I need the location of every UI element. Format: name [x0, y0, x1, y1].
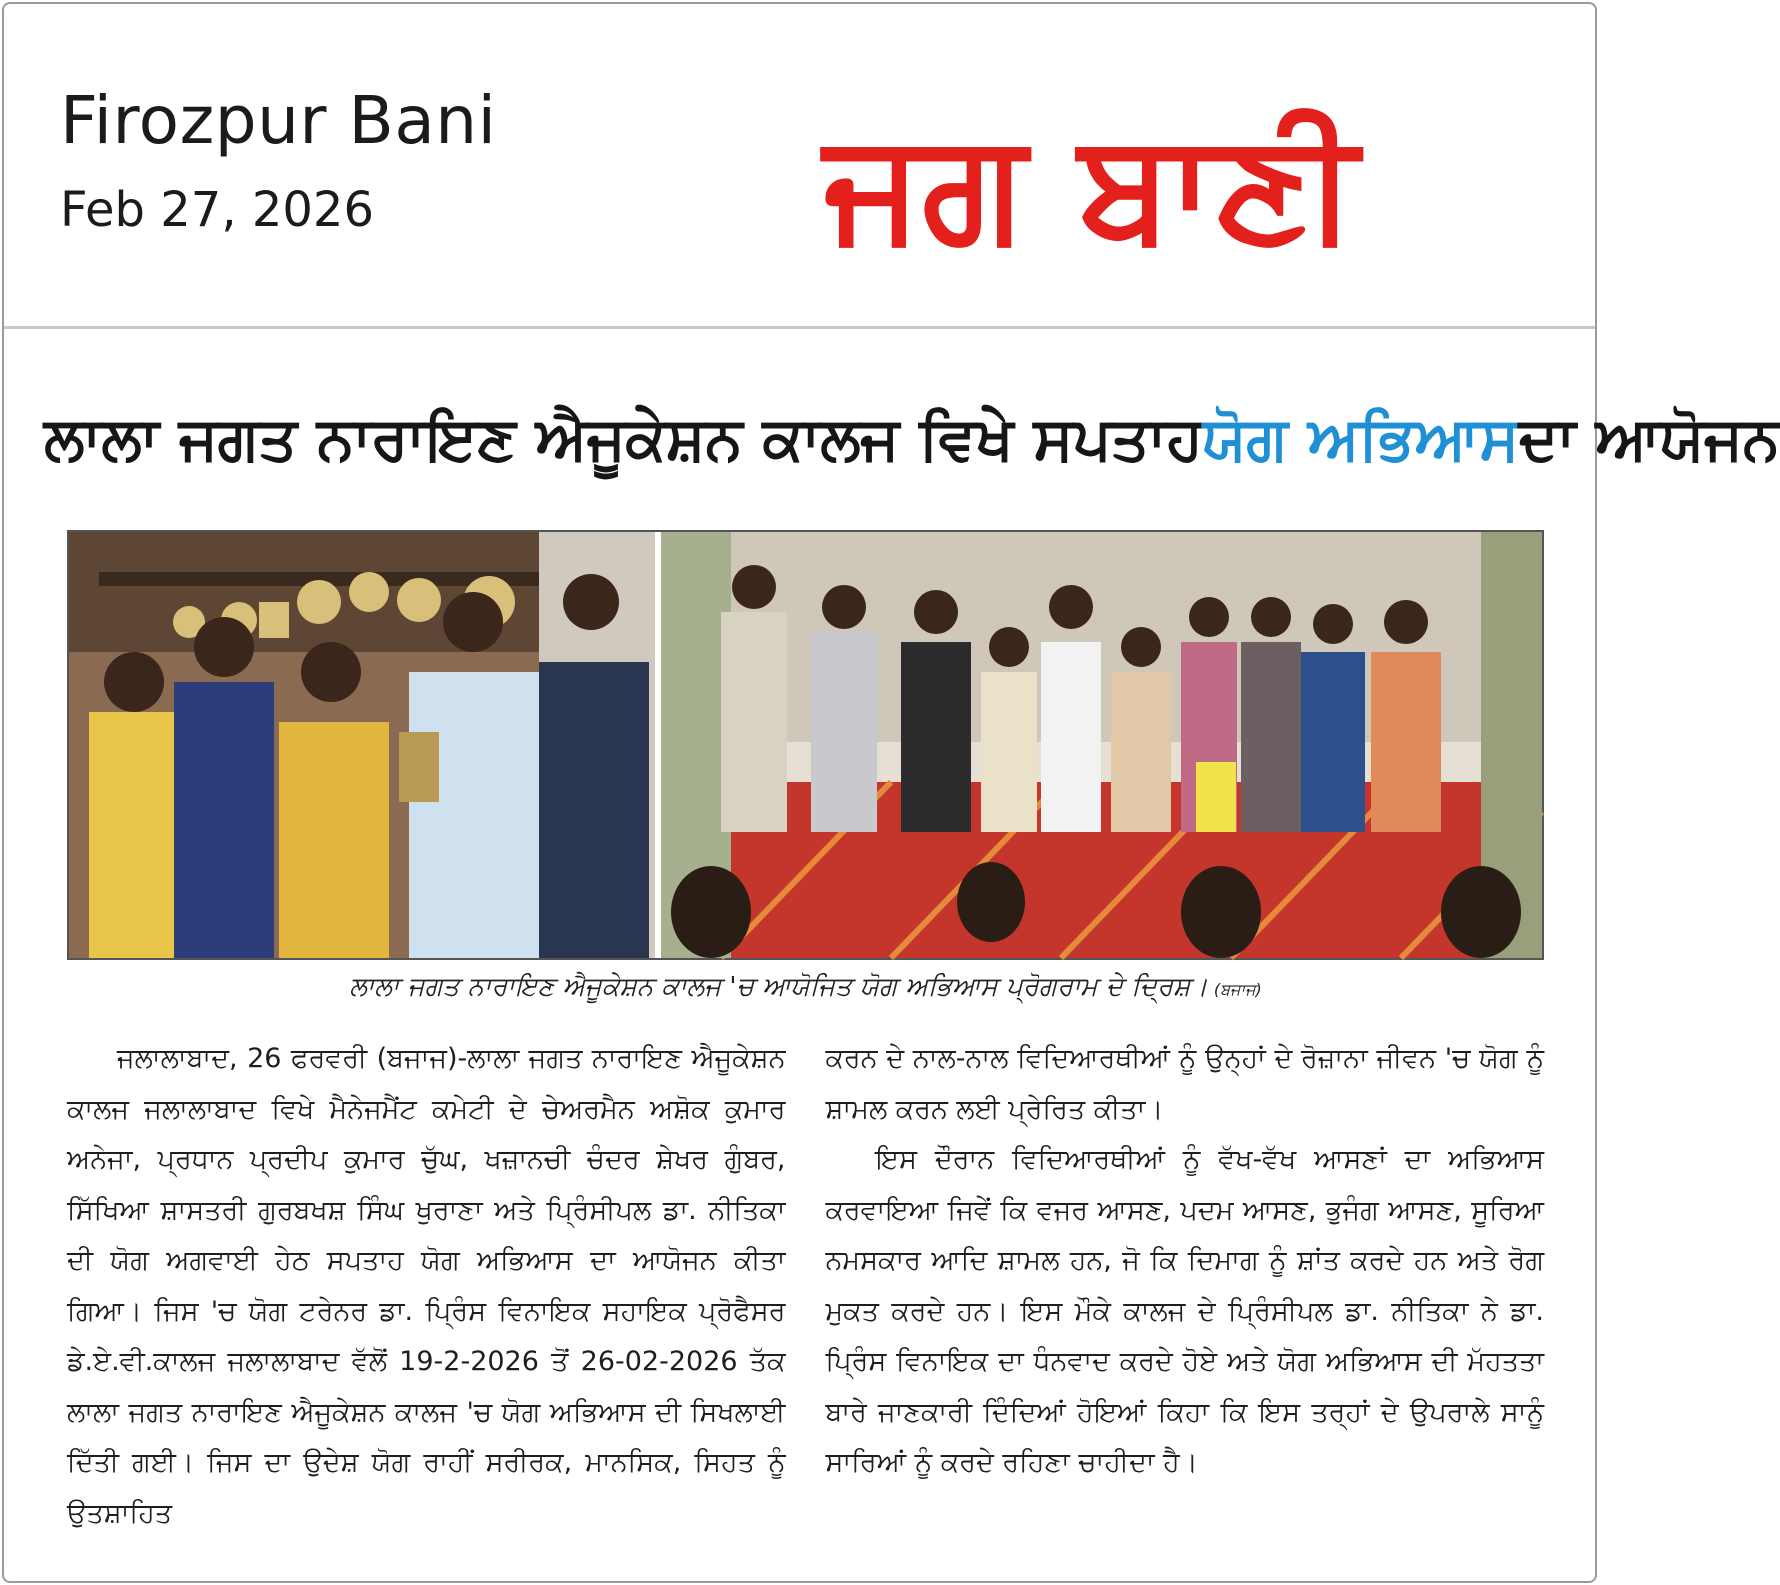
award-presentation-photo [69, 532, 655, 958]
masthead-logo-icon [824, 96, 1524, 274]
source-name: Firozpur Bani [60, 82, 497, 159]
caption-credit: (ਬਜਾਜ) [1213, 980, 1262, 999]
column-2-paragraph-2: ਇਸ ਦੌਰਾਨ ਵਿਦਿਆਰਥੀਆਂ ਨੂੰ ਵੱਖ-ਵੱਖ ਆਸਣਾਂ ਦਾ ਅਭਿਆਸ ਕਰਵਾਇਆ ਜਿਵੇਂ ਕਿ ਵਜਰ ਆਸਣ, ਪਦਮ ਆਸਣ, ਭੁਜੰਗ ਆਸਣ, ਸੂਰਿਆ ਨਮਸਕਾਰ ਆਦਿ ਸ਼ਾਮਲ ਹਨ, ਜੋ ਕਿ ਦਿਮਾਗ ਨੂੰ ਸ਼ਾਂਤ ਕਰਦੇ ਹਨ ਅਤੇ ਰੋਗ ਮੁਕਤ ਕਰਦੇ ਹਨ। ਇਸ ਮੌਕੇ ਕਾਲਜ ਦੇ ਪ੍ਰਿੰਸੀਪਲ ਡਾ. ਨੀਤਿਕਾ ਨੇ ਡਾ. ਪ੍ਰਿੰਸ ਵਿਨਾਇਕ ਦਾ ਧੰਨਵਾਦ ਕਰਦੇ ਹੋਏ ਅਤੇ ਯੋਗ ਅਭਿਆਸ ਦੀ ਮੱਹਤਤਾ ਬਾਰੇ ਜਾਣਕਾਰੀ ਦਿੰਦਿਆਂ ਹੋਇਆਂ ਕਿਹਾ ਕਿ ਇਸ ਤਰ੍ਹਾਂ ਦੇ ਉਪਰਾਲੇ ਸਾਨੂੰ ਸਾਰਿਆਂ ਨੂੰ ਕਰਦੇ ਰਹਿਣਾ ਚਾਹੀਦਾ ਹੈ। [825, 1144, 1544, 1478]
photo-caption [67, 972, 1544, 1016]
headline-part-2: ਦਾ ਆਯੋਜਨ [1518, 404, 1780, 474]
caption-text: ਲਾਲਾ ਜਗਤ ਨਾਰਾਇਣ ਐਜੂਕੇਸ਼ਨ ਕਾਲਜ 'ਚ ਆਯੋਜਿਤ ਯੋਗ ਅਭਿਆਸ ਪ੍ਰੋਗਰਾਮ ਦੇ ਦ੍ਰਿਸ਼। [349, 972, 1208, 1002]
photo-right-icon [661, 532, 1542, 958]
header-divider [4, 326, 1595, 329]
headline-part-1: ਲਾਲਾ ਜਗਤ ਨਾਰਾਇਣ ਐਜੂਕੇਸ਼ਨ ਕਾਲਜ ਵਿਖੇ ਸਪਤਾਹ [44, 404, 1203, 474]
article-body [67, 1034, 1544, 1544]
headline-accent: ਯੋਗ ਅਭਿਆਸ [1202, 404, 1519, 474]
newspaper-logo [824, 96, 1544, 274]
group-photo [661, 532, 1542, 958]
header [4, 4, 1595, 326]
column-2-paragraph-1: ਕਰਨ ਦੇ ਨਾਲ-ਨਾਲ ਵਿਦਿਆਰਥੀਆਂ ਨੂੰ ਉਨ੍ਹਾਂ ਦੇ ਰੋਜ਼ਾਨਾ ਜੀਵਨ 'ਚ ਯੋਗ ਨੂੰ ਸ਼ਾਮਲ ਕਰਨ ਲਈ ਪ੍ਰੇਰਿਤ ਕੀਤਾ। [825, 1043, 1544, 1125]
article-column-1 [67, 1034, 786, 1544]
article-column-2 [826, 1034, 1545, 1544]
article-headline [44, 384, 1780, 494]
clipping-page [2, 2, 1780, 1583]
photo-strip [67, 530, 1544, 960]
masthead-text: ਜਗ ਬਾਣੀ [824, 100, 1358, 274]
source-date: Feb 27, 2026 [60, 182, 374, 238]
column-1-paragraph: ਜਲਾਲਾਬਾਦ, 26 ਫਰਵਰੀ (ਬਜਾਜ)-ਲਾਲਾ ਜਗਤ ਨਾਰਾਇਣ ਐਜੂਕੇਸ਼ਨ ਕਾਲਜ ਜਲਾਲਾਬਾਦ ਵਿਖੇ ਮੈਨੇਜਮੈਂਟ ਕਮੇਟੀ ਦੇ ਚੇਅਰਮੈਨ ਅਸ਼ੋਕ ਕੁਮਾਰ ਅਨੇਜਾ, ਪ੍ਰਧਾਨ ਪ੍ਰਦੀਪ ਕੁਮਾਰ ਚੁੱਘ, ਖਜ਼ਾਨਚੀ ਚੰਦਰ ਸ਼ੇਖਰ ਗੁੰਬਰ, ਸਿੱਖਿਆ ਸ਼ਾਸਤਰੀ ਗੁਰਬਖਸ਼ ਸਿੰਘ ਖੁਰਾਣਾ ਅਤੇ ਪ੍ਰਿੰਸੀਪਲ ਡਾ. ਨੀਤਿਕਾ ਦੀ ਯੋਗ ਅਗਵਾਈ ਹੇਠ ਸਪਤਾਹ ਯੋਗ ਅਭਿਆਸ ਦਾ ਆਯੋਜਨ ਕੀਤਾ ਗਿਆ। ਜਿਸ 'ਚ ਯੋਗ ਟਰੇਨਰ ਡਾ. ਪ੍ਰਿੰਸ ਵਿਨਾਇਕ ਸਹਾਇਕ ਪ੍ਰੋਫੈਸਰ ਡੇ.ਏ.ਵੀ.ਕਾਲਜ ਜਲਾਲਾਬਾਦ ਵੱਲੋਂ 19-2-2026 ਤੋਂ 26-02-2026 ਤੱਕ ਲਾਲਾ ਜਗਤ ਨਾਰਾਇਣ ਐਜੂਕੇਸ਼ਨ ਕਾਲਜ 'ਚ ਯੋਗ ਅਭਿਆਸ ਦੀ ਸਿਖਲਾਈ ਦਿੱਤੀ ਗਈ। ਜਿਸ ਦਾ ਉਦੇਸ਼ ਯੋਗ ਰਾਹੀਂ ਸਰੀਰਕ, ਮਾਨਸਿਕ, ਸਿਹਤ ਨੂੰ ਉਤਸ਼ਾਹਿਤ [67, 1043, 786, 1529]
photo-left-icon [69, 532, 655, 958]
